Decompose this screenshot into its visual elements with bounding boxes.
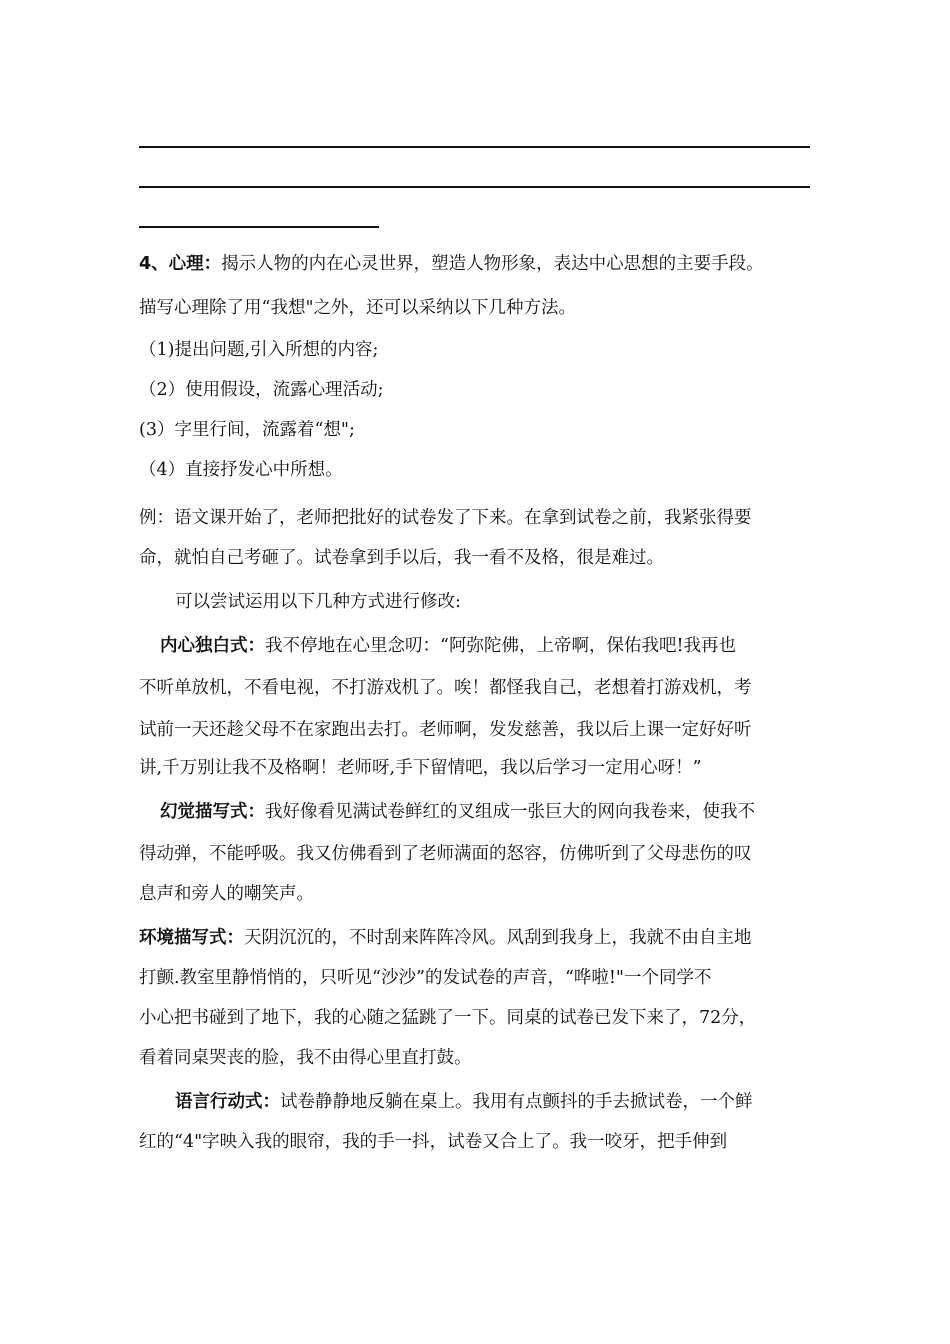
blank-line xyxy=(139,146,810,148)
style-text: 我好像看见满试卷鲜红的叉组成一张巨大的网向我卷来，使我不 xyxy=(265,802,755,822)
style-line: 打颤.教室里静悄悄的，只听见“沙沙”的发试卷的声音，“哗啦!"一个同学不 xyxy=(139,968,712,988)
section-heading-label: 4、心理： xyxy=(139,254,222,274)
style-text: 天阴沉沉的，不时刮来阵阵冷风。风刮到我身上，我就不由自主地 xyxy=(244,928,752,948)
section-heading xyxy=(139,252,819,276)
style-line: 小心把书碰到了地下，我的心随之猛跳了一下。同桌的试卷已发下来了，72分， xyxy=(139,1008,757,1028)
paragraph-line: 描写心理除了用“我想"之外，还可以采纳以下几种方法。 xyxy=(139,298,576,318)
style-paragraph-start xyxy=(160,800,840,824)
style-line: 不听单放机，不看电视，不打游戏机了。唉！都怪我自己，老想着打游戏机，考 xyxy=(139,678,752,698)
style-line: 讲,千万别让我不及格啊！老师呀,手下留情吧，我以后学习一定用心呀！” xyxy=(139,758,702,778)
style-line: 试前一天还趁父母不在家跑出去打。老师啊，发发慈善，我以后上课一定好好听 xyxy=(139,720,752,740)
blank-line xyxy=(139,186,810,188)
style-text: 试卷静静地反躺在桌上。我用有点颤抖的手去掀试卷，一个鲜 xyxy=(280,1092,753,1112)
style-line: 息声和旁人的嘲笑声。 xyxy=(139,884,314,904)
method-item: (3）字里行间，流露着“想"; xyxy=(139,420,355,440)
style-line: 看着同桌哭丧的脸，我不由得心里直打鼓。 xyxy=(139,1048,472,1068)
section-heading-text: 揭示人物的内在心灵世界，塑造人物形象，表达中心思想的主要手段。 xyxy=(221,254,764,274)
method-item: （2）使用假设，流露心理活动; xyxy=(139,380,384,400)
style-line: 得动弹，不能呼吸。我又仿佛看到了老师满面的怒容，仿佛听到了父母悲伤的叹 xyxy=(139,844,752,864)
example-line: 例：语文课开始了，老师把批好的试卷发了下来。在拿到试卷之前，我紧张得要 xyxy=(139,508,752,528)
method-item: （1)提出问题,引入所想的内容; xyxy=(139,340,379,360)
style-text: 我不停地在心里念叨：“阿弥陀佛，上帝啊，保佑我吧!我再也 xyxy=(265,636,736,656)
style-label: 语言行动式： xyxy=(175,1092,280,1112)
style-label: 幻觉描写式： xyxy=(160,802,265,822)
style-paragraph-start xyxy=(160,634,840,658)
style-label: 内心独白式： xyxy=(160,636,265,656)
example-intro: 可以尝试运用以下几种方式进行修改: xyxy=(175,592,461,612)
blank-line xyxy=(139,226,379,228)
style-paragraph-start xyxy=(139,926,819,950)
example-line: 命，就怕自己考砸了。试卷拿到手以后，我一看不及格，很是难过。 xyxy=(139,548,664,568)
style-line: 红的“4"字映入我的眼帘，我的手一抖，试卷又合上了。我一咬牙，把手伸到 xyxy=(139,1132,728,1152)
style-label: 环境描写式： xyxy=(139,928,244,948)
style-paragraph-start xyxy=(175,1090,855,1114)
method-item: （4）直接抒发心中所想。 xyxy=(139,460,343,480)
